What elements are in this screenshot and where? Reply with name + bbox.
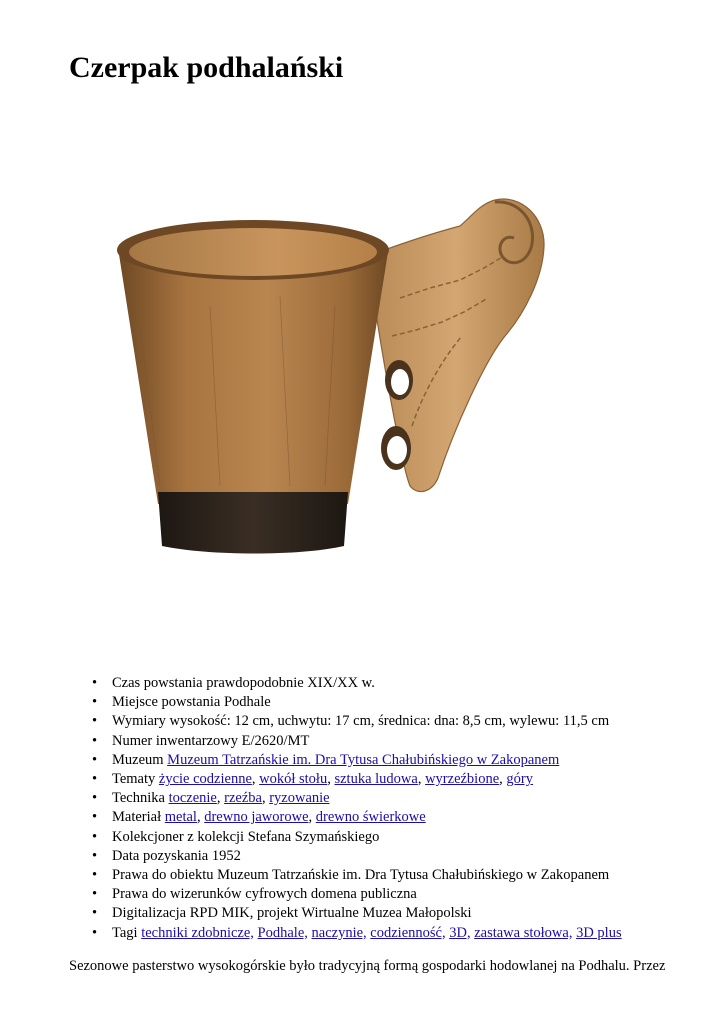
metadata-value: 1952	[211, 847, 241, 864]
metadata-link[interactable]: zastawa stołowa,	[474, 924, 573, 941]
metadata-value: z kolekcji Stefana Szymańskiego	[187, 828, 380, 845]
metadata-item	[78, 712, 622, 731]
metadata-link[interactable]: toczenie	[168, 790, 217, 807]
metadata-label: Prawa do obiektu	[112, 867, 214, 884]
cup-handle	[368, 199, 544, 492]
metadata-item	[78, 924, 622, 943]
metadata-label: Miejsce powstania	[112, 694, 221, 711]
metadata-item	[78, 904, 622, 923]
page-title: Czerpak podhalański	[69, 51, 344, 84]
metadata-link[interactable]: góry	[506, 771, 533, 788]
metadata-label: Digitalizacja	[112, 905, 187, 922]
metadata-label: Data pozyskania	[112, 847, 209, 864]
metadata-link[interactable]: techniki zdobnicze,	[141, 924, 254, 941]
metadata-item	[78, 751, 622, 770]
metadata-label: Tagi	[112, 924, 138, 941]
metadata-link[interactable]: metal	[164, 809, 197, 826]
metadata-label: Prawa do wizerunków cyfrowych	[112, 886, 308, 903]
metadata-value: wysokość: 12 cm, uchwytu: 17 cm, średnica: dna: 8,5 cm, wylewu: 11,5 cm	[169, 713, 610, 730]
metadata-value: RPD MIK, projekt Wirtualne Muzea Małopolski	[189, 905, 472, 922]
metadata-link[interactable]: drewno świerkowe	[315, 809, 426, 826]
metadata-item: • Tematy życie codzienne, wokół stołu, sztuka ludowa, wyrzeźbione, góry	[78, 770, 622, 789]
metadata-link[interactable]: Podhale,	[257, 924, 308, 941]
metadata-item: • Technika toczenie, rzeźba, ryzowanie	[78, 789, 622, 808]
metadata-link[interactable]: wyrzeźbione	[425, 771, 500, 788]
metadata-item	[78, 732, 622, 751]
metadata-label: Wymiary	[112, 713, 166, 730]
metadata-item	[78, 693, 622, 712]
metadata-label: Materiał	[112, 809, 162, 826]
metadata-link[interactable]: codzienność,	[370, 924, 446, 941]
metadata-link[interactable]: drewno jaworowe	[204, 809, 309, 826]
description-text: Sezonowe pasterstwo wysokogórskie było tradycyjną formą gospodarki hodowlanej na Podhalu. Przez	[69, 958, 666, 974]
metadata-link[interactable]: życie codzienne	[158, 771, 252, 788]
metadata-label: Technika	[112, 790, 165, 807]
metadata-label: Tematy	[112, 771, 156, 788]
cup-photo	[100, 186, 600, 566]
metadata-link[interactable]: naczynie,	[311, 924, 367, 941]
metadata-value: Podhale	[223, 694, 271, 711]
cup-body	[117, 220, 389, 554]
metadata-link[interactable]: wokół stołu	[259, 771, 328, 788]
metadata-link[interactable]: 3D,	[449, 924, 471, 941]
metadata-item	[78, 828, 622, 847]
metadata-link[interactable]: rzeźba	[224, 790, 262, 807]
metadata-label: Muzeum	[112, 751, 164, 768]
metadata-value: domena publiczna	[310, 886, 417, 903]
metadata-label: Czas powstania	[112, 675, 203, 691]
metadata-item	[78, 866, 622, 885]
metadata-value: E/2620/MT	[241, 732, 310, 749]
metadata-link[interactable]: sztuka ludowa	[334, 771, 418, 788]
metadata-link[interactable]: 3D plus	[576, 924, 622, 941]
metadata-item	[78, 885, 622, 904]
metadata-list	[78, 674, 622, 943]
metadata-link[interactable]: ryzowanie	[269, 790, 330, 807]
metadata-label: Kolekcjoner	[112, 828, 184, 845]
metadata-link[interactable]: Muzeum Tatrzańskie im. Dra Tytusa Chałubińskiego w Zakopanem	[167, 751, 560, 768]
metadata-item	[78, 674, 622, 693]
metadata-value: Muzeum Tatrzańskie im. Dra Tytusa Chałubińskiego w Zakopanem	[217, 867, 610, 884]
metadata-value: prawdopodobnie XIX/XX w.	[206, 675, 375, 691]
metadata-item: • Materiał metal, drewno jaworowe, drewno świerkowe	[78, 808, 622, 827]
metadata-item	[78, 847, 622, 866]
metadata-label: Numer inwentarzowy	[112, 732, 239, 749]
